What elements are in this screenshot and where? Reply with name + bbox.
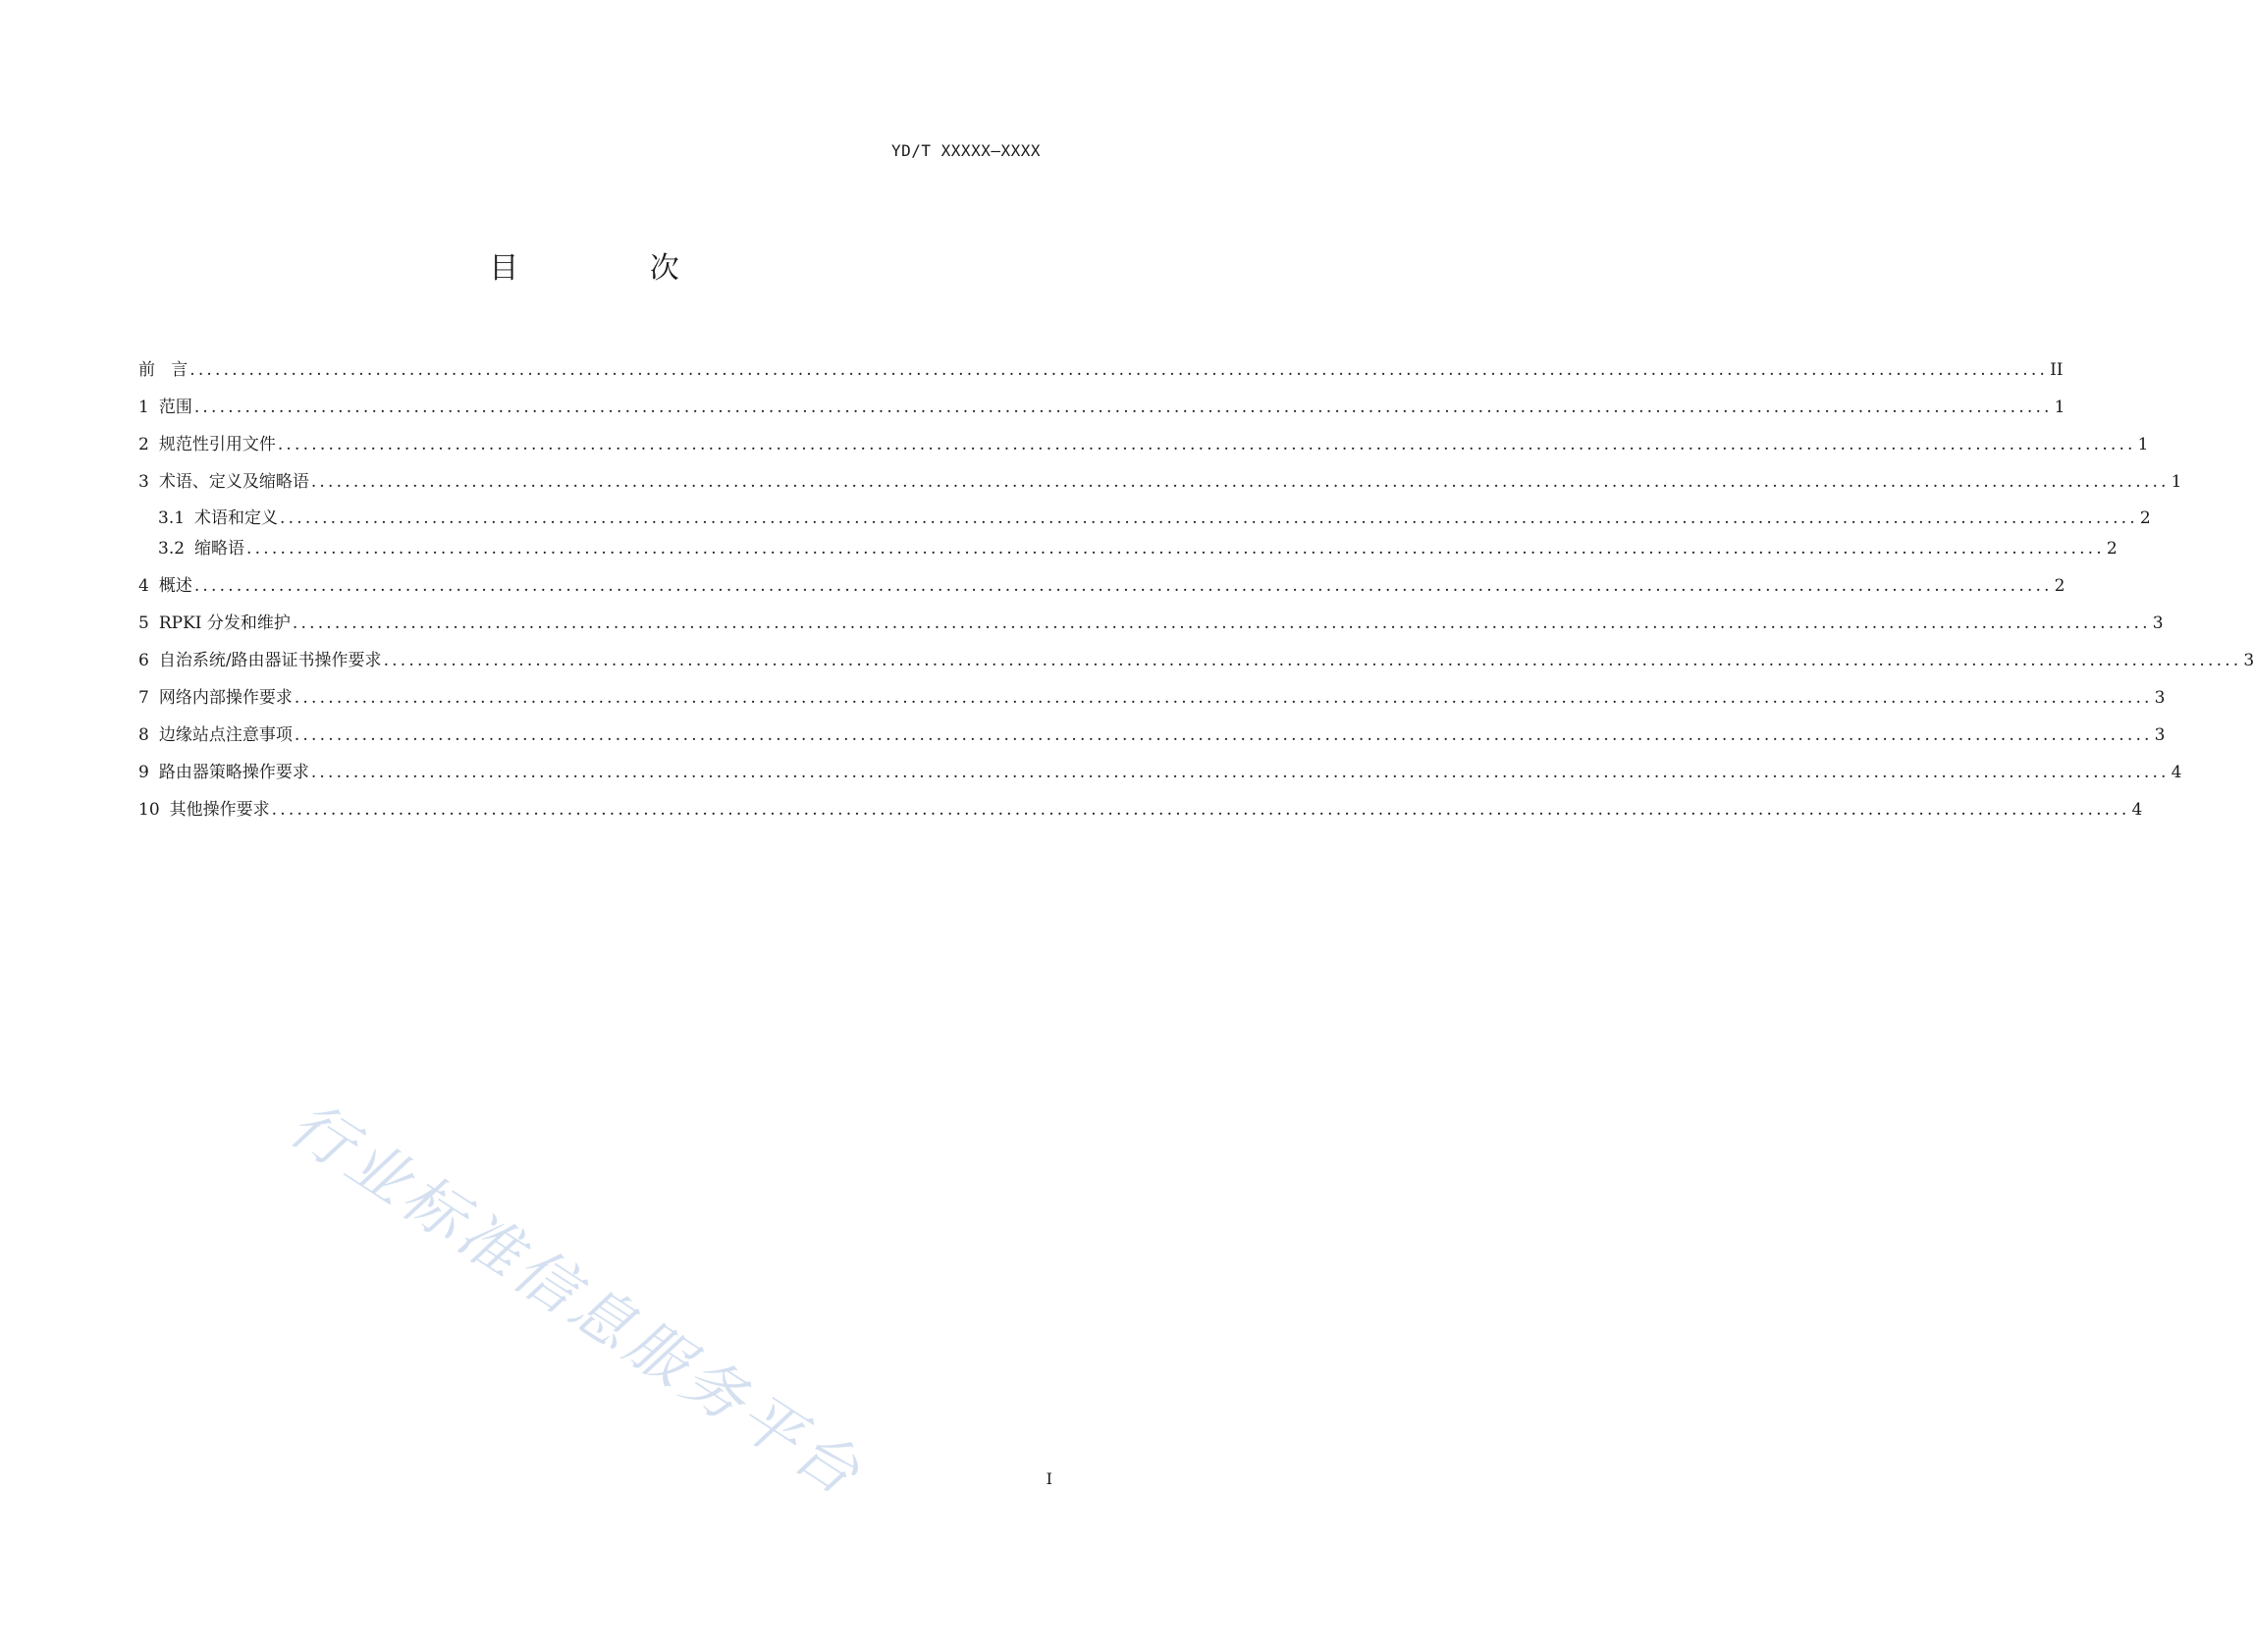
toc-entry-page: 1 — [2137, 435, 2149, 454]
dot-leader: ............................................................................................................................................................................................................................ — [294, 688, 2153, 708]
toc-entry-page: 2 — [2106, 539, 2118, 559]
toc-entry-page: II — [2050, 360, 2064, 380]
toc-entry-4[interactable] — [138, 574, 2066, 598]
toc-entry-label: 缩略语 — [194, 539, 245, 559]
toc-entry-number: 6 — [138, 651, 149, 670]
toc-entry-page: 3 — [2154, 725, 2166, 745]
dot-leader: ............................................................................................................................................................................................................................ — [310, 763, 2170, 782]
toc-entry-preface[interactable] — [138, 358, 2064, 382]
toc-entry-page: 3 — [2152, 613, 2164, 633]
toc-entry-2[interactable] — [138, 433, 2149, 456]
toc-entry-label: 前 言 — [138, 360, 188, 380]
toc-entry-9[interactable] — [138, 761, 2182, 784]
toc-entry-number: 10 — [138, 800, 160, 820]
dot-leader: ............................................................................................................................................................................................................................ — [383, 651, 2242, 670]
toc-entry-6[interactable] — [138, 649, 2254, 672]
toc-entry-page: 3 — [2243, 651, 2254, 670]
toc-entry-page: 2 — [2054, 576, 2066, 596]
toc-entry-10[interactable] — [138, 798, 2143, 822]
toc-entry-label: 自治系统/路由器证书操作要求 — [158, 651, 382, 670]
toc-entry-label: 边缘站点注意事项 — [158, 725, 293, 745]
toc-entry-label: 术语和定义 — [194, 508, 279, 528]
toc-entry-label: 网络内部操作要求 — [158, 688, 293, 708]
dot-leader: ............................................................................................................................................................................................................................ — [271, 800, 2130, 820]
toc-entry-number: 5 — [138, 613, 149, 633]
toc-entry-page: 1 — [2054, 398, 2066, 417]
dot-leader: ............................................................................................................................................................................................................................ — [292, 613, 2151, 633]
toc-entry-label: 路由器策略操作要求 — [158, 763, 309, 782]
toc-entry-label: 范围 — [158, 398, 192, 417]
toc-entry-label: RPKI 分发和维护 — [158, 613, 291, 633]
toc-entry-label: 概述 — [158, 576, 192, 596]
dot-leader: ............................................................................................................................................................................................................................ — [280, 508, 2138, 528]
dot-leader: ............................................................................................................................................................................................................................ — [310, 472, 2170, 492]
toc-entry-3-1[interactable] — [158, 506, 2151, 530]
page-number: I — [1046, 1469, 1052, 1488]
toc-entry-number: 4 — [138, 576, 149, 596]
toc-entry-number: 3.2 — [158, 539, 186, 559]
dot-leader: ............................................................................................................................................................................................................................ — [189, 360, 2049, 380]
dot-leader: ............................................................................................................................................................................................................................ — [277, 435, 2136, 454]
toc-entry-3-2[interactable] — [158, 537, 2118, 560]
toc-entry-page: 1 — [2171, 472, 2182, 492]
toc-entry-number: 9 — [138, 763, 149, 782]
toc-entry-number: 3.1 — [158, 508, 186, 528]
toc-entry-number: 7 — [138, 688, 149, 708]
toc-title: 目 次 — [489, 251, 740, 286]
toc-entry-label: 术语、定义及缩略语 — [158, 472, 309, 492]
dot-leader: ............................................................................................................................................................................................................................ — [193, 398, 2053, 417]
toc-entry-number: 2 — [138, 435, 149, 454]
dot-leader: ............................................................................................................................................................................................................................ — [294, 725, 2153, 745]
toc-entry-label: 其他操作要求 — [169, 800, 270, 820]
dot-leader: ............................................................................................................................................................................................................................ — [193, 576, 2053, 596]
toc-entry-page: 4 — [2131, 800, 2143, 820]
toc-entry-5[interactable] — [138, 612, 2164, 635]
toc-entry-1[interactable] — [138, 396, 2066, 419]
toc-entry-page: 4 — [2171, 763, 2182, 782]
toc-entry-page: 3 — [2154, 688, 2166, 708]
toc-entry-8[interactable] — [138, 723, 2166, 747]
toc-entry-number: 3 — [138, 472, 149, 492]
dot-leader: ............................................................................................................................................................................................................................ — [246, 539, 2105, 559]
toc-entry-page: 2 — [2139, 508, 2151, 528]
toc-entry-number: 8 — [138, 725, 149, 745]
toc-entry-number: 1 — [138, 398, 149, 417]
watermark: 行业标准信息服务平台 — [277, 1088, 877, 1512]
document-code: YD/T XXXXX—XXXX — [891, 141, 1041, 160]
toc-entry-3[interactable] — [138, 470, 2182, 494]
toc-entry-7[interactable] — [138, 686, 2166, 710]
toc-entry-label: 规范性引用文件 — [158, 435, 276, 454]
